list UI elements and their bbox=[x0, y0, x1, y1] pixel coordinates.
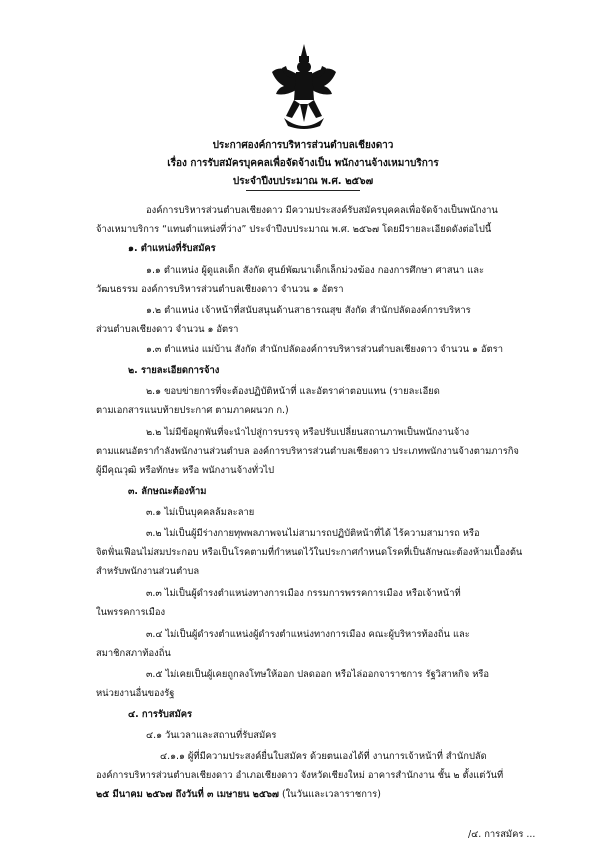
s3-item-2-line-2: จิตฟั่นเฟือนไม่สมประกอบ หรือเป็นโรคตามที่กำหนดไว้ในประกาศกำหนดโรคที่เป็นลักษณะต้องห้ามเบื้องต้น bbox=[96, 547, 523, 558]
s4-item-1-line-3 bbox=[96, 789, 381, 801]
title-line-3: ประจำปีงบประมาณ พ.ศ. ๒๕๖๗ bbox=[232, 176, 374, 187]
intro-line-2: จ้างเหมาบริการ “แทนตำแหน่งที่ว่าง” ประจำปีงบประมาณ พ.ศ. ๒๕๖๗ โดยมีรายละเอียดดังต่อไปนี้ bbox=[96, 224, 492, 235]
s3-item-4-line-1: ๓.๔ ไม่เป็นผู้ดำรงตำแหน่งผู้ดำรงตำแหน่งทางการเมือง คณะผู้บริหารท้องถิ่น และ bbox=[146, 629, 470, 640]
s4-subheading: ๔.๑ วันเวลาและสถานที่รับสมัคร bbox=[146, 730, 277, 741]
s1-item-1-line-2: วัฒนธรรม องค์การบริหารส่วนตำบลเชียงดาว จำนวน ๑ อัตรา bbox=[96, 284, 344, 295]
s3-item-3-line-1: ๓.๓ ไม่เป็นผู้ดำรงตำแหน่งทางการเมือง กรรมการพรรคการเมือง หรือเจ้าหน้าที่ bbox=[146, 588, 461, 599]
s2-item-2-line-2: ตามแผนอัตรากำลังพนักงานส่วนตำบล องค์การบริหารส่วนตำบลเชียงดาว ประเภทพนักงานจ้างตามภารกิจ bbox=[96, 446, 519, 457]
s2-item-1-line-1: ๒.๑ ขอบข่ายการที่จะต้องปฏิบัติหน้าที่ และอัตราค่าตอบแทน (รายละเอียด bbox=[146, 386, 440, 397]
s3-item-1: ๓.๑ ไม่เป็นบุคคลล้มละลาย bbox=[146, 507, 255, 518]
section-4-heading: ๔. การรับสมัคร bbox=[128, 709, 193, 720]
s4-item-1-line-1: ๔.๑.๑ ผู้ที่มีความประสงค์ยื่นใบสมัคร ด้วยตนเองได้ที่ งานการเจ้าหน้าที่ สำนักปลัด bbox=[160, 751, 487, 762]
s3-item-4-line-2: สมาชิกสภาท้องถิ่น bbox=[96, 648, 171, 659]
intro-line-1: องค์การบริหารส่วนตำบลเชียงดาว มีความประสงค์รับสมัครบุคคลเพื่อจัดจ้างเป็นพนักงาน bbox=[146, 205, 498, 216]
office-hours-note: (ในวันและเวลาราชการ) bbox=[278, 789, 381, 800]
garuda-emblem-icon bbox=[270, 42, 338, 134]
s1-item-2-line-1: ๑.๒ ตำแหน่ง เจ้าหน้าที่สนับสนุนด้านสาธารณสุข สังกัด สำนักปลัดองค์การบริหาร bbox=[146, 305, 471, 316]
s1-item-1-line-1: ๑.๑ ตำแหน่ง ผู้ดูแลเด็ก สังกัด ศูนย์พัฒนาเด็กเล็กม่วงฆ้อง กองการศึกษา ศาสนา และ bbox=[146, 265, 485, 276]
s3-item-3-line-2: ในพรรคการเมือง bbox=[96, 607, 166, 618]
s3-item-2-line-3: สำหรับพนักงานส่วนตำบล bbox=[96, 566, 200, 577]
s3-item-5-line-1: ๓.๕ ไม่เคยเป็นผู้เคยถูกลงโทษให้ออก ปลดออก หรือไล่ออกจาราชการ รัฐวิสาหกิจ หรือ bbox=[146, 669, 490, 680]
s1-item-2-line-2: ส่วนตำบลเชียงดาว จำนวน ๑ อัตรา bbox=[96, 324, 239, 335]
s1-item-3: ๑.๓ ตำแหน่ง แม่บ้าน สังกัด สำนักปลัดองค์การบริหารส่วนตำบลเชียงดาว จำนวน ๑ อัตรา bbox=[146, 344, 503, 355]
s2-item-1-line-2: ตามเอกสารแนบท้ายประกาศ ตามภาคผนวก ก.) bbox=[96, 405, 289, 416]
title-line-2: เรื่อง การรับสมัครบุคคลเพื่อจัดจ้างเป็น พนักงานจ้างเหมาบริการ bbox=[167, 158, 439, 169]
section-1-heading: ๑. ตำแหน่งที่รับสมัคร bbox=[128, 243, 216, 254]
section-2-heading: ๒. รายละเอียดการจ้าง bbox=[128, 365, 220, 376]
title-line-1: ประกาศองค์การบริหารส่วนตำบลเชียงดาว bbox=[212, 140, 394, 151]
s2-item-2-line-3: ผู้มีคุณวุฒิ หรือทักษะ หรือ พนักงานจ้างทั่วไป bbox=[96, 465, 275, 476]
s4-item-1-line-2: องค์การบริหารส่วนตำบลเชียงดาว อำเภอเชียงดาว จังหวัดเชียงใหม่ อาคารสำนักงาน ชั้น ๒ ตั้งแต่วันที่ bbox=[96, 770, 504, 781]
s3-item-2-line-1: ๓.๒ ไม่เป็นผู้มีร่างกายทุพพลภาพจนไม่สามารถปฏิบัติหน้าที่ได้ ไร้ความสามารถ หรือ bbox=[146, 528, 480, 539]
continuation-marker: /๔. การสมัคร ... bbox=[468, 829, 536, 840]
title-divider bbox=[246, 190, 360, 191]
s2-item-2-line-1: ๒.๒ ไม่มีข้อผูกพันที่จะนำไปสู่การบรรจุ หรือปรับเปลี่ยนสถานภาพเป็นพนักงานจ้าง bbox=[146, 427, 470, 438]
s3-item-5-line-2: หน่วยงานอื่นของรัฐ bbox=[96, 688, 175, 699]
application-dates: ๒๕ มีนาคม ๒๕๖๗ ถึงวันที่ ๓ เมษายน ๒๕๖๗ bbox=[96, 789, 279, 800]
section-3-heading: ๓. ลักษณะต้องห้าม bbox=[128, 486, 207, 497]
